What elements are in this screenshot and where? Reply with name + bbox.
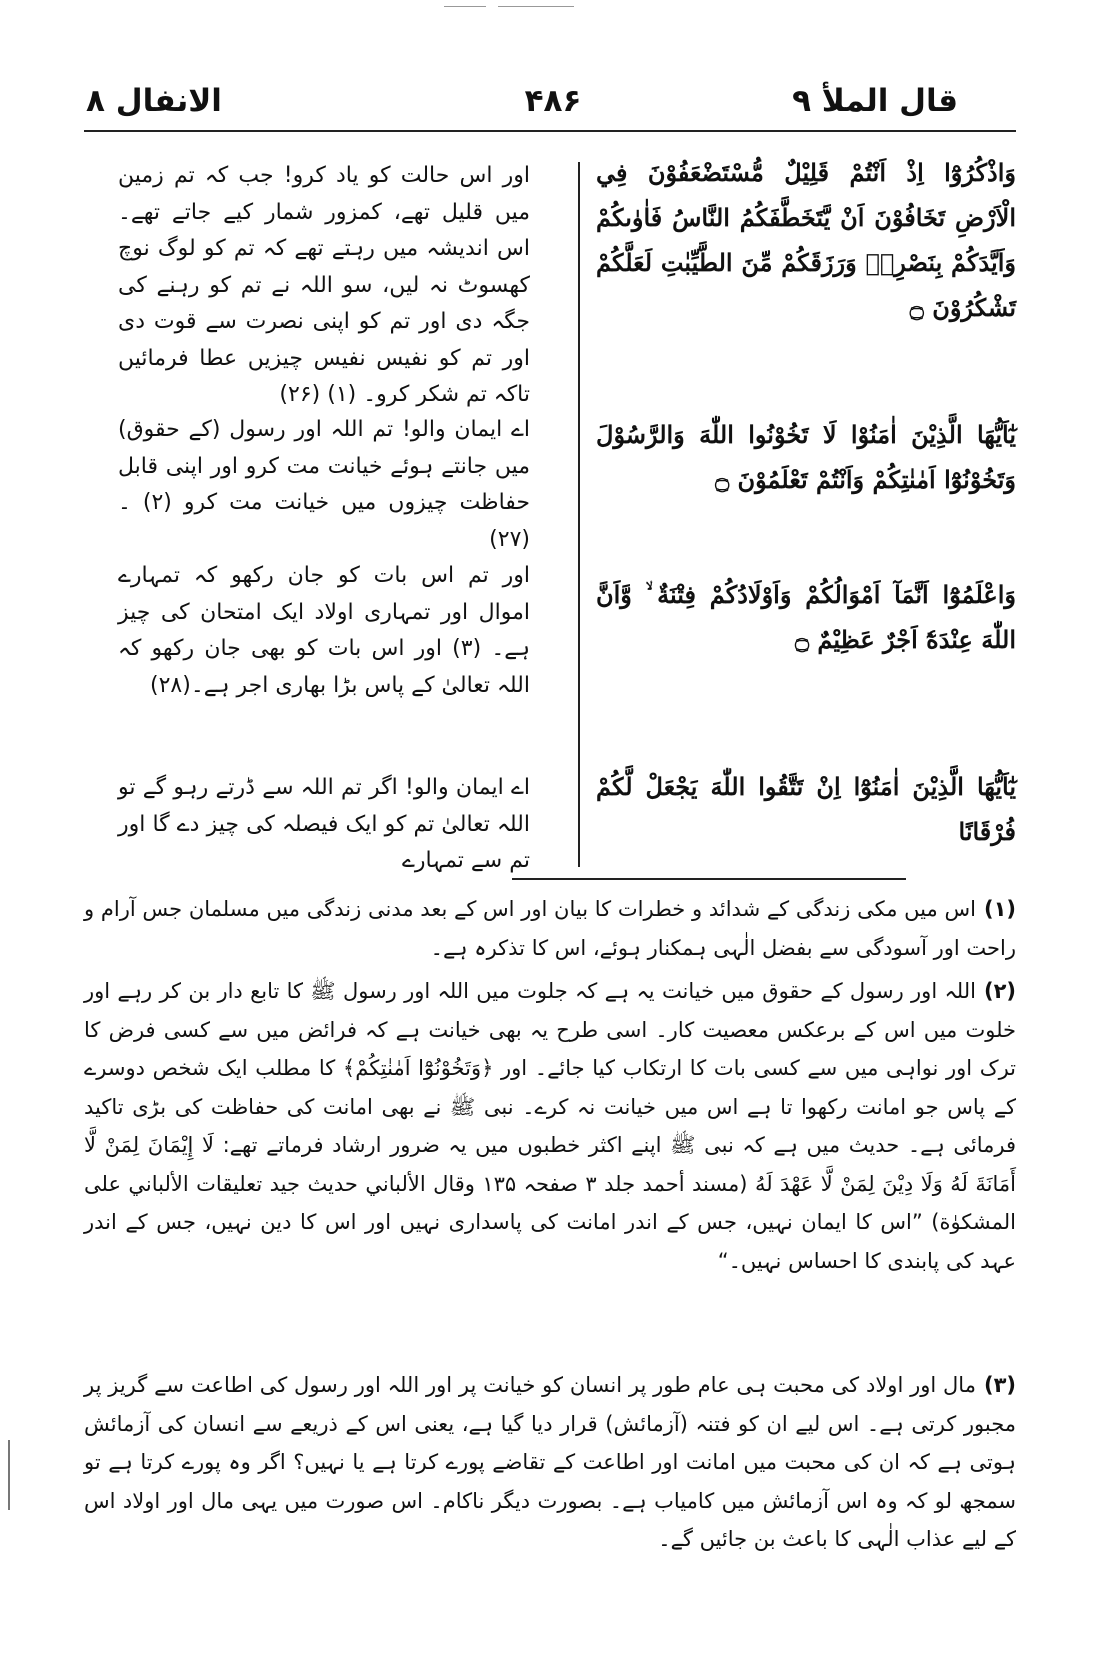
urdu-translation-29: اے ایمان والو! اگر تم اللہ سے ڈرتے رہو گے تو اللہ تعالیٰ تم کو ایک فیصلہ کی چیز دے گا اور تم سے تمہارے	[118, 775, 530, 873]
footnote-text: اس میں مکی زندگی کے شدائد و خطرات کا بیان اور اس کے بعد مدنی زندگی میں مسلمان جس آرام و راحت اور آسودگی سے بفضل الٰہی ہمکنار ہوئے، اس کا تذکرہ ہے۔	[84, 897, 1016, 960]
arabic-verse-29: يٰٓاَيُّهَا الَّذِيْنَ اٰمَنُوْٓا اِنْ تَتَّقُوا اللّٰهَ يَجْعَلْ لَّكُمْ فُرْقَانًا	[596, 772, 1016, 846]
footnote-number: (۱)	[983, 897, 1016, 921]
arabic-verse-26: وَاذْكُرُوْٓا اِذْ اَنْتُمْ قَلِيْلٌ مُّسْتَضْعَفُوْنَ فِي الْاَرْضِ تَخَافُوْنَ اَنْ يَّتَخَطَّفَكُمُ النَّاسُ فَاٰوٰىكُمْ وَاَيَّدَكُمْ بِنَصْرِهٖ وَرَزَقَكُمْ مِّنَ الطَّيِّبٰتِ لَعَلَّكُمْ تَشْكُرُوْنَ ۝	[596, 158, 1016, 322]
scan-edge-mark	[8, 1440, 10, 1510]
footnote-text: اللہ اور رسول کے حقوق میں خیانت یہ ہے کہ جلوت میں اللہ اور رسول ﷺ کا تابع دار بن کر رہے اور خلوت میں اس کے برعکس معصیت کار۔ اسی طرح یہ بھی خیانت ہے کہ فرائض میں سے کسی فرض کا ترک اور نواہی میں سے کسی بات کا ارتکاب کیا جائے۔ اور ﴿وَتَخُوْنُوْٓا اَمٰنٰتِكُمْ﴾ کا مطلب ایک شخص دوسرے کے پاس جو امانت رکھوا تا ہے اس میں خیانت نہ کرے۔ نبی ﷺ نے بھی امانت کی حفاظت کی بڑی تاکید فرمائی ہے۔ حدیث میں ہے کہ نبی ﷺ اپنے اکثر خطبوں میں یہ ضرور ارشاد فرماتے تھے: لَا إِيْمَانَ لِمَنْ لَّا أَمَانَةَ لَهُ وَلَا دِيْنَ لِمَنْ لَّا عَهْدَ لَهُ (مسند أحمد جلد ۳ صفحہ ۱۳۵ وقال الألباني حديث جيد تعليقات الألباني على المشكوٰة) ”اس کا ایمان نہیں، جس کے اندر امانت کی پاسداری نہیں اور اس کا دین نہیں، جس کے اندر عہد کی پابندی کا احساس نہیں۔“	[84, 979, 1017, 1273]
urdu-translation-26: اور اس حالت کو یاد کرو! جب کہ تم زمین میں قلیل تھے، کمزور شمار کیے جاتے تھے۔ اس اندیشہ میں رہتے تھے کہ تم کو لوگ نوچ کھسوٹ نہ لیں، سو اللہ نے تم کو رہنے کی جگہ دی اور تم کو اپنی نصرت سے قوت دی اور تم کو نفیس نفیس چیزیں عطا فرمائیں تاکہ تم شکر کرو۔ (۱) (۲۶)	[118, 163, 530, 407]
footnote-number: (۳)	[983, 1373, 1016, 1397]
page-number: ۴۸۶	[524, 83, 582, 119]
juz-name: قال الملأ ۹	[792, 83, 958, 119]
footnote-divider	[512, 878, 906, 880]
top-scan-mark	[444, 6, 486, 7]
footnote-number: (۲)	[983, 979, 1016, 1003]
arabic-verse-28: وَاعْلَمُوْٓا اَنَّمَآ اَمْوَالُكُمْ وَاَوْلَادُكُمْ فِتْنَةٌ ۙ وَّاَنَّ اللّٰهَ عِنْدَهٗٓ اَجْرٌ عَظِيْمٌ ۝	[596, 580, 1016, 654]
urdu-translation-28: اور تم اس بات کو جان رکھو کہ تمہارے اموال اور تمہاری اولاد ایک امتحان کی چیز ہے۔ (۳) اور اس بات کو بھی جان رکھو کہ اللہ تعالیٰ کے پاس بڑا بھاری اجر ہے۔(۲۸)	[118, 563, 530, 698]
footnote-2	[84, 972, 1016, 1362]
top-scan-mark	[498, 6, 574, 7]
header-divider	[84, 130, 1016, 132]
surah-name: الانفال ۸	[86, 83, 222, 119]
footnote-text: مال اور اولاد کی محبت ہی عام طور پر انسان کو خیانت پر اور اللہ اور رسول کی اطاعت سے گریز پر مجبور کرتی ہے۔ اس لیے ان کو فتنہ (آزمائش) قرار دیا گیا ہے، یعنی اس کے ذریعے سے انسان کی آزمائش ہوتی ہے کہ ان کی محبت میں امانت اور اطاعت کے تقاضے پورے کرتا ہے یا نہیں؟ اگر وہ پورے کرتا ہے تو سمجھ لو کہ وہ اس آزمائش میں کامیاب ہے۔ بصورت دیگر ناکام۔ اس صورت میں یہی مال اور اولاد اس کے لیے عذاب الٰہی کا باعث بن جائیں گے۔	[84, 1373, 1016, 1551]
footnote-3	[84, 1366, 1016, 1566]
urdu-translation-27: اے ایمان والو! تم اللہ اور رسول (کے حقوق) میں جانتے ہوئے خیانت مت کرو اور اپنی قابل حفاظت چیزوں میں خیانت مت کرو (۲) ۔(۲۷)	[118, 417, 530, 552]
column-divider	[578, 162, 580, 867]
arabic-verse-27: يٰٓاَيُّهَا الَّذِيْنَ اٰمَنُوْا لَا تَخُوْنُوا اللّٰهَ وَالرَّسُوْلَ وَتَخُوْنُوْٓا اَمٰنٰتِكُمْ وَاَنْتُمْ تَعْلَمُوْنَ ۝	[596, 420, 1016, 494]
footnote-1	[84, 890, 1016, 970]
